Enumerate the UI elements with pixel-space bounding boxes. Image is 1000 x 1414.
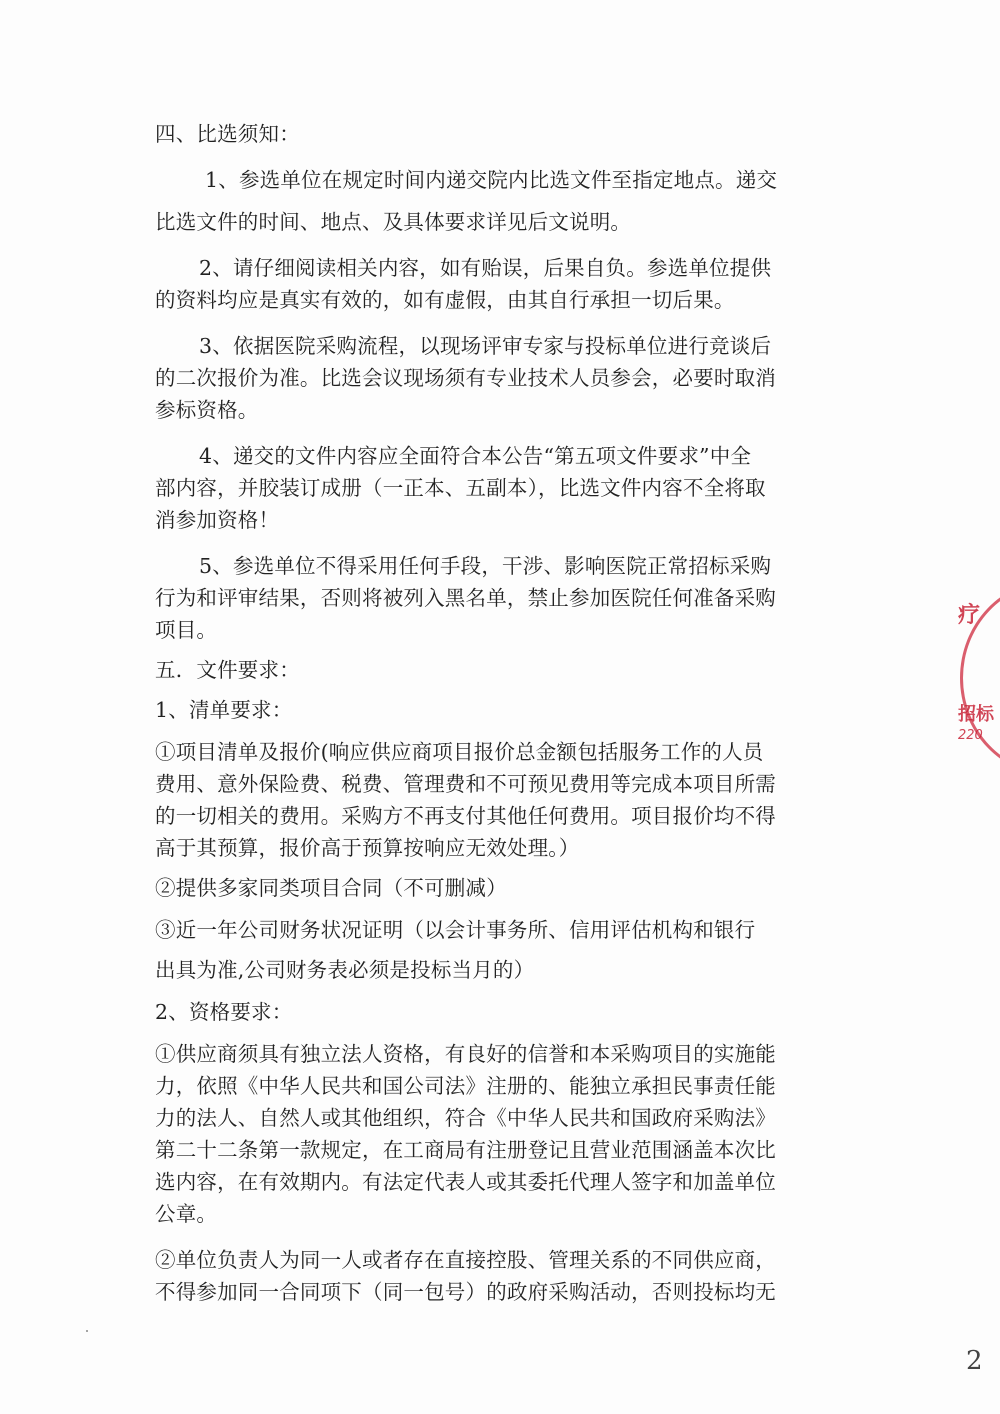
notice-item-4 — [155, 440, 855, 536]
notice-item-5-line: 行为和评审结果，否则将被列入黑名单，禁止参加医院任何准备采购 — [155, 586, 776, 610]
requirement-1-item-ii: ②提供多家同类项目合同（不可删减） — [155, 876, 507, 900]
seal-text-number: 220 — [958, 728, 983, 743]
notice-item-1-line: 比选文件的时间、地点、及具体要求详见后文说明。 — [155, 210, 632, 234]
requirement-2-item-i — [155, 1038, 855, 1230]
notice-item-2-line: 2、请仔细阅读相关内容，如有贻误，后果自负。参选单位提供 — [199, 256, 772, 280]
notice-item-4-line: 消参加资格！ — [155, 508, 280, 532]
notice-item-2 — [155, 252, 855, 316]
notice-item-2-line: 的资料均应是真实有效的，如有虚假，由其自行承担一切后果。 — [155, 288, 735, 312]
requirement-line: 费用、意外保险费、税费、管理费和不可预见费用等完成本项目所需 — [155, 772, 776, 796]
requirement-line: ①供应商须具有独立法人资格，有良好的信誉和本采购项目的实施能 — [155, 1042, 776, 1066]
requirement-1-heading: 1、清单要求： — [155, 698, 293, 722]
notice-item-5-line: 5、参选单位不得采用任何手段，干涉、影响医院正常招标采购 — [199, 554, 772, 578]
notice-item-3-line: 的二次报价为准。比选会议现场须有专业技术人员参会，必要时取消 — [155, 366, 776, 390]
requirement-line: ①项目清单及报价(响应供应商项目报价总金额包括服务工作的人员 — [155, 740, 764, 764]
notice-item-5-line: 项目。 — [155, 618, 218, 642]
requirement-2-item-ii — [155, 1244, 855, 1308]
requirement-line: ③近一年公司财务状况证明（以会计事务所、信用评估机构和银行 — [155, 918, 756, 942]
document-body — [155, 118, 855, 1308]
requirement-1-item-i — [155, 736, 855, 864]
notice-item-5 — [155, 550, 855, 646]
requirement-1-item-iii — [155, 914, 855, 986]
notice-item-1-line: 1、参选单位在规定时间内递交院内比选文件至指定地点。递交 — [205, 168, 778, 192]
notice-item-1 — [155, 164, 855, 238]
notice-item-3 — [155, 330, 855, 426]
requirement-line: 力，依照《中华人民共和国公司法》注册的、能独立承担民事责任能 — [155, 1074, 776, 1098]
scan-speck — [86, 1330, 88, 1332]
notice-item-3-line: 3、依据医院采购流程，以现场评审专家与投标单位进行竞谈后 — [199, 334, 772, 358]
requirement-line: 高于其预算，报价高于预算按响应无效处理。） — [155, 836, 580, 860]
requirement-line: ②单位负责人为同一人或者存在直接控股、管理关系的不同供应商， — [155, 1248, 776, 1272]
notice-item-4-line: 4、递交的文件内容应全面符合本公告“第五项文件要求”中全 — [199, 444, 752, 468]
requirement-line: 公章。 — [155, 1202, 218, 1226]
seal-text-mid: 招标 — [958, 704, 994, 725]
requirement-line: 力的法人、自然人或其他组织，符合《中华人民共和国政府采购法》 — [155, 1106, 776, 1130]
section-5-heading: 五．文件要求： — [155, 658, 300, 682]
requirement-line: 的一切相关的费用。采购方不再支付其他任何费用。项目报价均不得 — [155, 804, 776, 828]
page-number: 2 — [966, 1346, 983, 1376]
requirement-line: 第二十二条第一款规定，在工商局有注册登记且营业范围涵盖本次比 — [155, 1138, 776, 1162]
requirement-line: 选内容，在有效期内。有法定代表人或其委托代理人签字和加盖单位 — [155, 1170, 776, 1194]
official-seal-fragment — [950, 560, 1000, 790]
requirement-2-heading: 2、资格要求： — [155, 1000, 293, 1024]
notice-item-4-line: 部内容，并胶装订成册（一正本、五副本），比选文件内容不全将取 — [155, 476, 766, 500]
requirement-line: 出具为准,公司财务表必须是投标当月的） — [155, 958, 535, 982]
requirement-line: 不得参加同一合同项下（同一包号）的政府采购活动，否则投标均无 — [155, 1280, 776, 1304]
notice-item-3-line: 参标资格。 — [155, 398, 259, 422]
seal-text-top: 疗 — [958, 603, 981, 628]
section-4-heading: 四、比选须知： — [155, 122, 300, 146]
